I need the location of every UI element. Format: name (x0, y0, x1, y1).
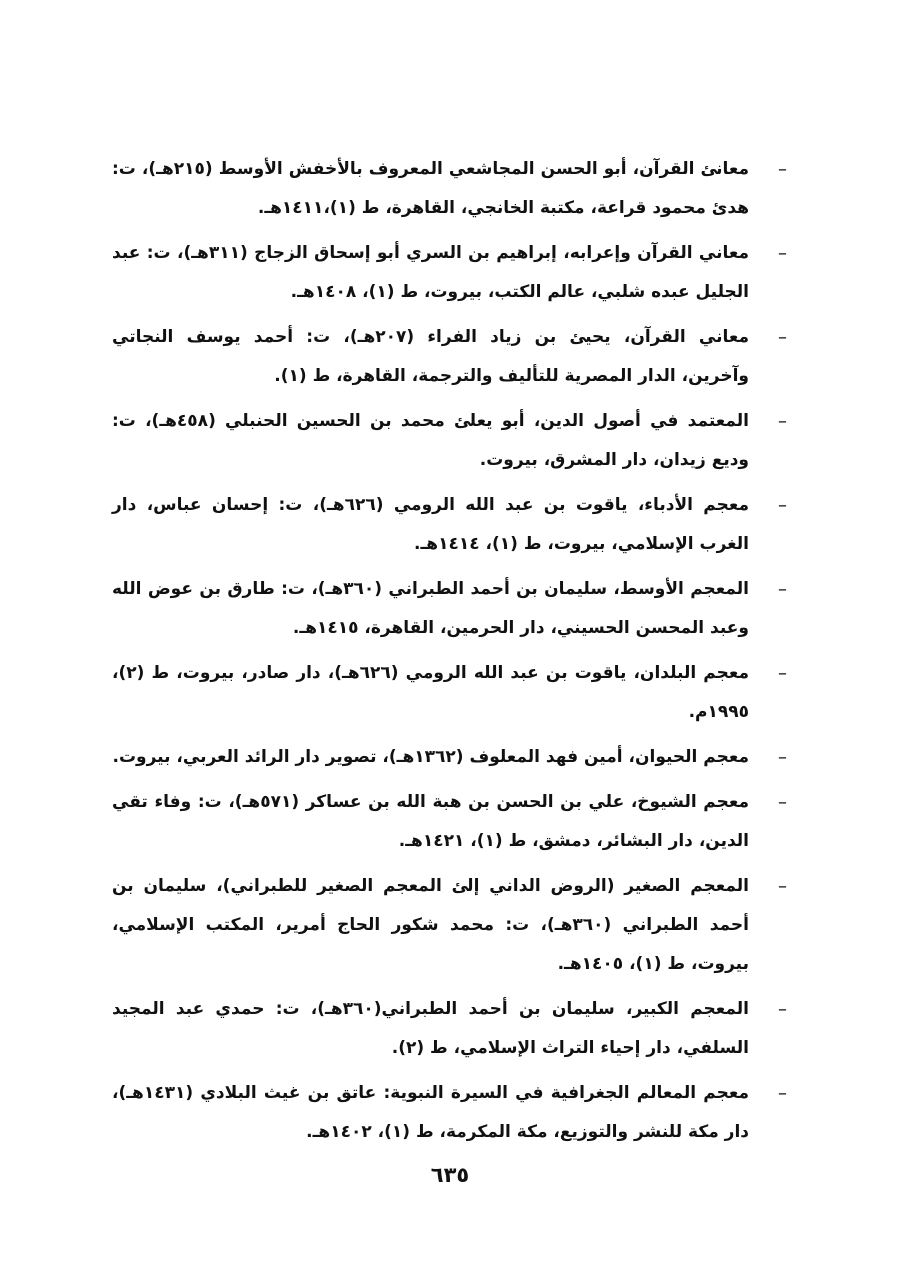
entry-text: معجم المعالم الجغرافية في السيرة النبوية: عاتق بن غيث البلادي (١٤٣١هـ)، دار مكة للنشر والتوزيع، مكة المكرمة، ط (١)، ١٤٠٢هـ. (112, 1083, 749, 1142)
list-dash: – (778, 159, 787, 180)
entry-text: معجم البلدان، ياقوت بن عبد الله الرومي (٦٢٦هـ)، دار صادر، بيروت، ط (٢)، ١٩٩٥م. (112, 663, 749, 722)
entry-text: معجم الأدباء، ياقوت بن عبد الله الرومي (٦٢٦هـ)، ت: إحسان عباس، دار الغرب الإسلامي، بيروت، ط (١)، ١٤١٤هـ. (112, 495, 749, 554)
page-number: ٦٣٥ (430, 1163, 470, 1187)
entry-text: معجم الشيوخ، علي بن الحسن بن هبة الله بن عساكر (٥٧١هـ)، ت: وفاء تقي الدين، دار البشائر، دمشق، ط (١)، ١٤٢١هـ. (112, 792, 749, 851)
entry-text: المعجم الكبير، سليمان بن أحمد الطبراني(٣٦٠هـ)، ت: حمدي عبد المجيد السلفي، دار إحياء التراث الإسلامي، ط (٢). (112, 999, 750, 1058)
list-dash: – (778, 999, 787, 1020)
list-dash: – (778, 411, 787, 432)
bibliography-entry (112, 654, 787, 732)
bibliography-entry (112, 402, 787, 480)
list-dash: – (778, 1083, 787, 1104)
list-dash: – (778, 792, 787, 813)
list-dash: – (778, 663, 787, 684)
entry-text: المعجم الأوسط، سليمان بن أحمد الطبراني (٣٦٠هـ)، ت: طارق بن عوض الله وعبد المحسن الحسيني، دار الحرمين، القاهرة، ١٤١٥هـ. (112, 579, 749, 638)
list-dash: – (778, 876, 787, 897)
bibliography-list (112, 150, 787, 1158)
bibliography-entry (112, 783, 787, 861)
bibliography-entry (112, 486, 787, 564)
list-dash: – (778, 747, 787, 768)
bibliography-entry (112, 1074, 787, 1152)
entry-text: المعتمد في أصول الدين، أبو يعلئ محمد بن الحسين الحنبلي (٤٥٨هـ)، ت: وديع زيدان، دار المشرق، بيروت. (112, 411, 750, 470)
entry-text: معاني القرآن وإعرابه، إبراهيم بن السري أبو إسحاق الزجاج (٣١١هـ)، ت: عبد الجليل عبده شلبي، عالم الكتب، بيروت، ط (١)، ١٤٠٨هـ. (112, 243, 749, 302)
entry-text: معاني القرآن، يحيئ بن زياد الفراء (٢٠٧هـ)، ت: أحمد يوسف النجاتي وآخرين، الدار المصرية للتأليف والترجمة، القاهرة، ط (١). (112, 327, 749, 386)
entry-text: المعجم الصغير (الروض الداني إلئ المعجم الصغير للطبراني)، سليمان بن أحمد الطبراني (٣٦٠هـ)، ت: محمد شكور الحاج أمرير، المكتب الإسلامي، بيروت، ط (١)، ١٤٠٥هـ. (112, 876, 749, 974)
bibliography-entry (112, 318, 787, 396)
list-dash: – (778, 327, 787, 348)
list-dash: – (778, 495, 787, 516)
entry-text: معجم الحيوان، أمين فهد المعلوف (١٣٦٢هـ)، تصوير دار الرائد العربي، بيروت. (112, 747, 749, 767)
bibliography-entry (112, 990, 787, 1068)
list-dash: – (778, 579, 787, 600)
list-dash: – (778, 243, 787, 264)
entry-text: معانئ القرآن، أبو الحسن المجاشعي المعروف بالأخفش الأوسط (٢١٥هـ)، ت: هدئ محمود قراعة، مكتبة الخانجي، القاهرة، ط (١)،١٤١١هـ. (112, 159, 749, 218)
bibliography-entry (112, 234, 787, 312)
bibliography-entry (112, 150, 787, 228)
bibliography-entry (112, 867, 787, 984)
bibliography-entry (112, 570, 787, 648)
bibliography-entry (112, 738, 787, 777)
